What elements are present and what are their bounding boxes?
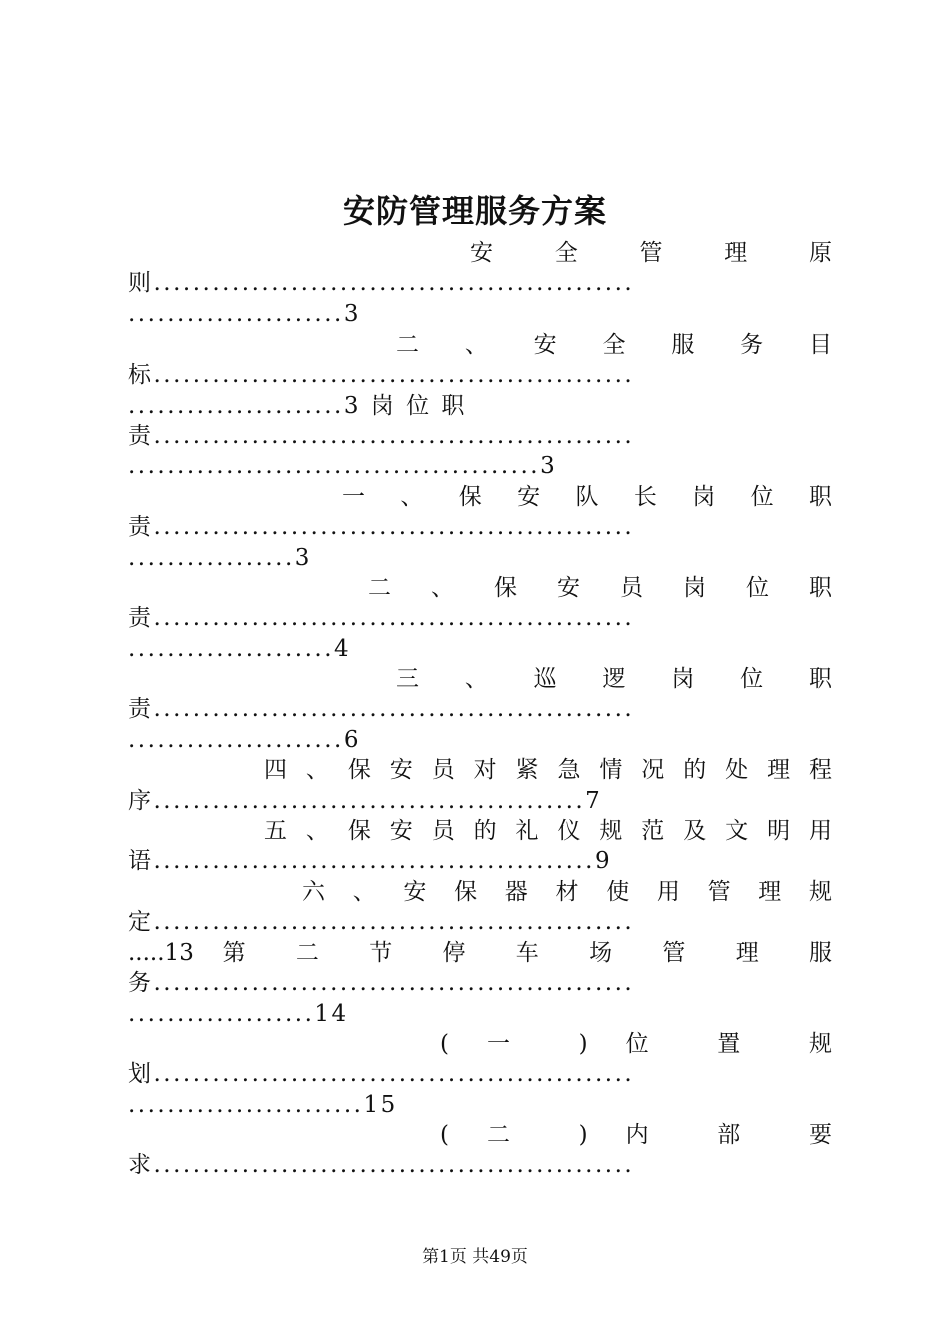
toc-line: 二 、 保 安 员 岗 位 职: [368, 575, 832, 601]
toc-line: 一 、 保 安 队 长 岗 位 职: [342, 484, 832, 510]
toc-line: 三 、 巡 逻 岗 位 职: [396, 666, 832, 692]
toc-line: 求.................................................: [128, 1152, 635, 1178]
toc-line: ( 一 ) 位 置 规: [440, 1031, 832, 1057]
toc-line: 责.................................................: [128, 423, 635, 449]
toc-line: ..........................................3: [128, 453, 558, 479]
toc-line: 二 、 安 全 服 务 目: [396, 332, 832, 358]
toc-line: 四 、 保 安 员 对 紧 急 情 况 的 处 理 程: [264, 757, 832, 783]
toc-line: 语.............................................9: [128, 848, 613, 874]
toc-line: 序............................................7: [128, 788, 603, 814]
toc-line: 六 、 安 保 器 材 使 用 管 理 规: [302, 879, 832, 905]
toc-line: 五 、 保 安 员 的 礼 仪 规 范 及 文 明 用: [264, 818, 832, 844]
toc-line: ......................6: [128, 727, 361, 753]
toc-line: 责.................................................: [128, 514, 635, 540]
page-footer: 第1页 共49页: [422, 1247, 528, 1267]
toc-line: 责.................................................: [128, 696, 635, 722]
toc-line: .....13 第 二 节 停 车 场 管 理 服: [128, 940, 832, 966]
toc-line: 定.................................................: [128, 909, 635, 935]
toc-line: 责.................................................: [128, 605, 635, 631]
toc-line: .....................4: [128, 636, 352, 662]
toc-line: .................3: [128, 545, 312, 571]
document-title: 安防管理服务方案: [342, 192, 607, 230]
toc-line: ( 二 ) 内 部 要: [440, 1122, 832, 1148]
toc-line: 标.................................................: [128, 362, 635, 388]
toc-line: ......................3: [128, 301, 361, 327]
toc-line: 则.................................................: [128, 270, 635, 296]
toc-line: 务.................................................: [128, 970, 635, 996]
toc-line: ......................3 岗 位 职: [128, 393, 467, 419]
toc-line: ...................14: [128, 1001, 349, 1027]
toc-line: ........................15: [128, 1092, 398, 1118]
toc-line: 安 全 管 理 原: [470, 240, 832, 266]
toc-line: 划.................................................: [128, 1061, 635, 1087]
